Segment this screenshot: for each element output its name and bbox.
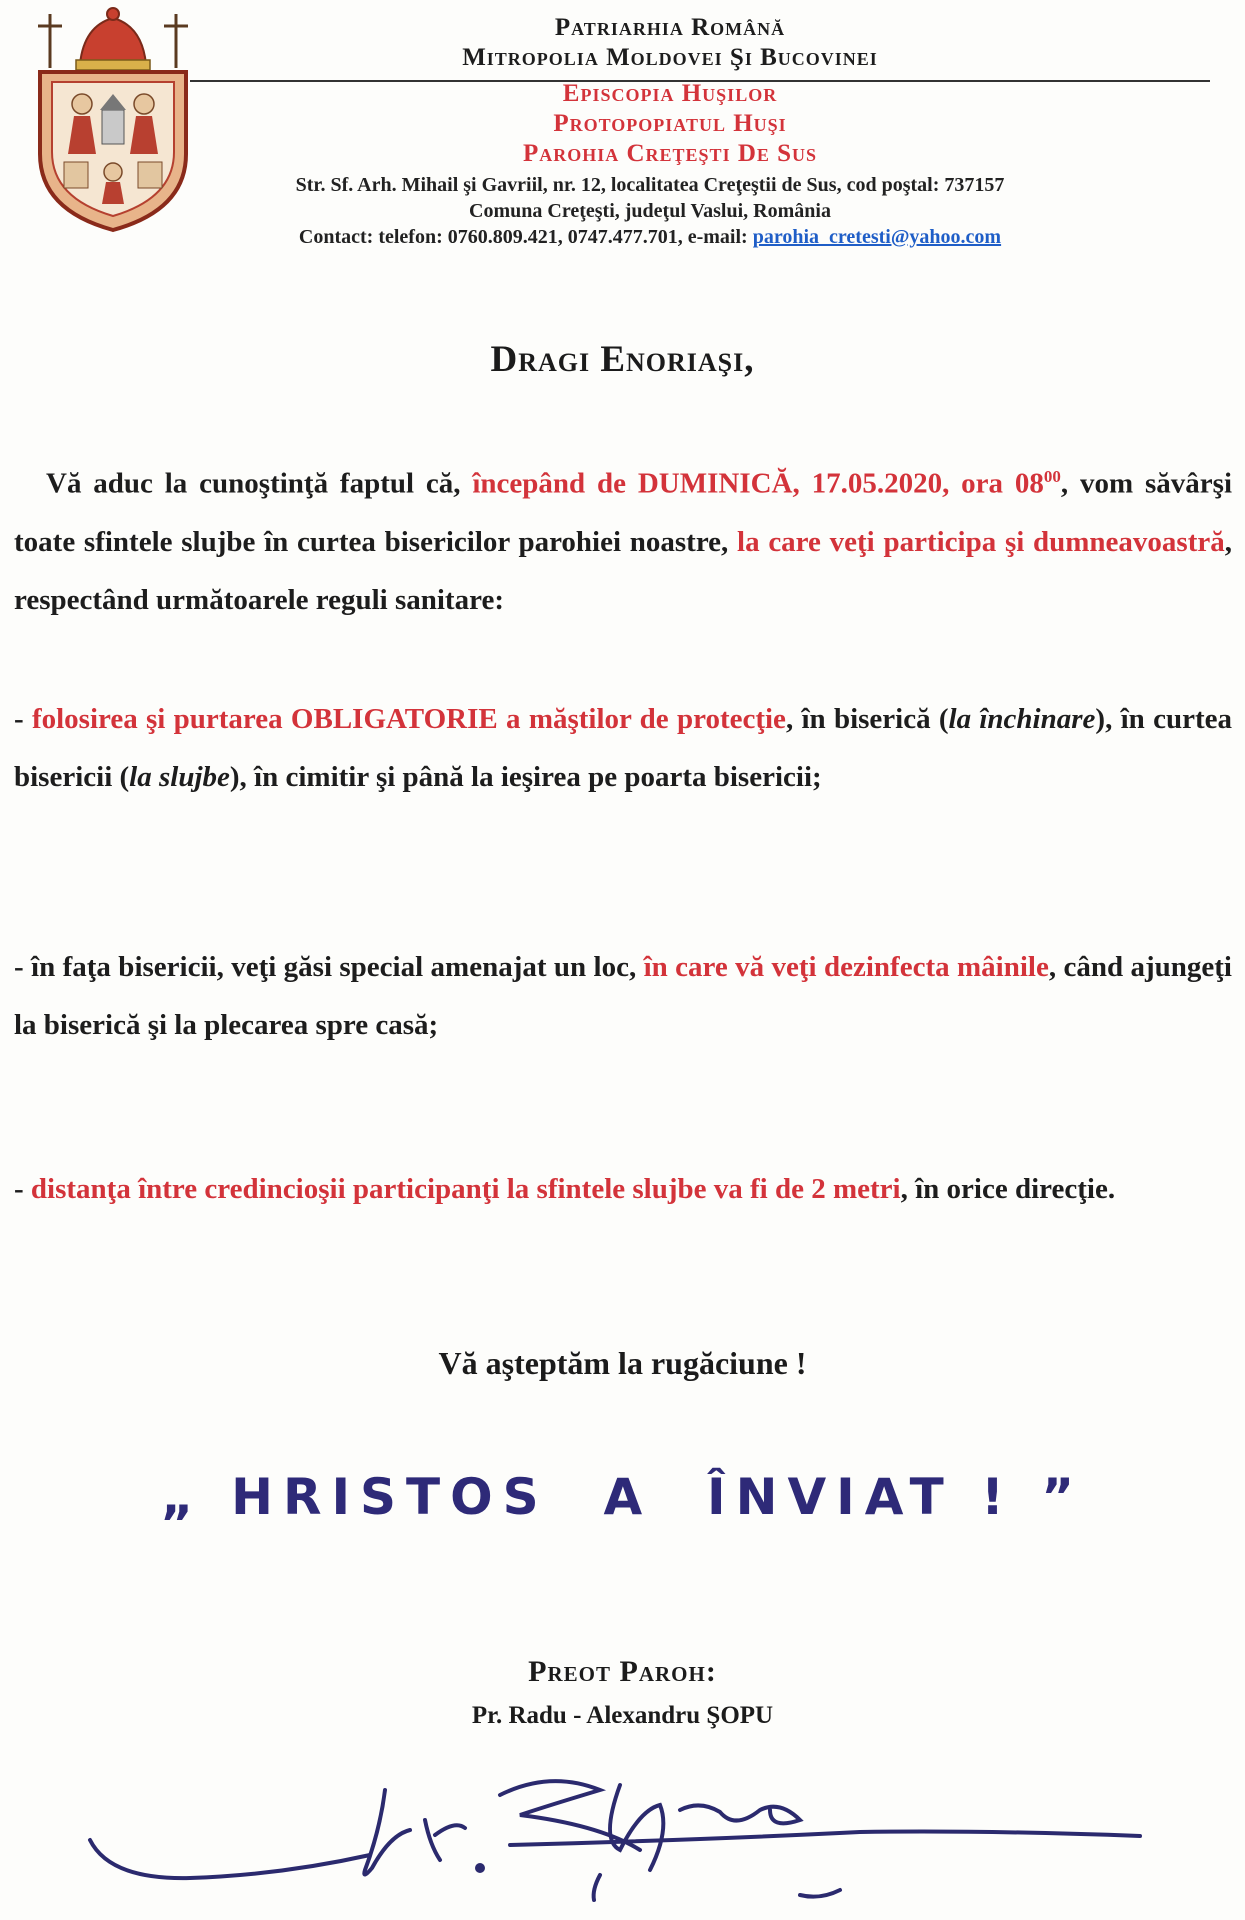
patriarchy-heading: Patriarhia Română <box>554 14 786 41</box>
contact-line <box>210 226 1090 249</box>
intro-paragraph <box>14 448 1232 629</box>
rule-distance <box>14 1160 1232 1218</box>
parish-heading: Parohia Creţeşti De Sus <box>522 140 818 167</box>
rule-3-dash: - <box>14 1173 31 1205</box>
rule-2-text-2: , când ajungeţi la biserică şi la plecarea spre casă; <box>14 951 1232 1041</box>
rule-2-dash: - <box>14 951 32 983</box>
coat-of-arms-seal <box>24 4 202 236</box>
intro-text-1: Vă aduc la cunoştinţă faptul că, <box>46 467 473 500</box>
rule-2-highlight: în care vă veţi dezinfecta mâinile <box>643 951 1049 983</box>
greeting-heading: Dragi Enoriaşi, <box>490 339 755 380</box>
rule-disinfect <box>14 938 1232 1054</box>
rule-1-italic-2: la slujbe <box>129 761 230 793</box>
deanery-heading: Protopopiatul Huşi <box>553 110 787 137</box>
diocese-heading: Episcopia Huşilor <box>562 80 778 107</box>
address-line-2: Comuna Creţeşti, judeţul Vaslui, România <box>469 200 831 222</box>
priest-title: Preot Paroh: <box>528 1655 717 1688</box>
rule-1-text-2: ), în curtea bisericii ( <box>14 703 1232 793</box>
contact-prefix: Contact: telefon: 0760.809.421, 0747.477.701, e-mail: <box>298 226 753 248</box>
email-link[interactable]: parohia_cretesti@yahoo.com <box>752 226 1002 248</box>
rule-1-text-1: , în biserică ( <box>785 703 949 735</box>
closing-line: Vă aşteptăm la rugăciune ! <box>438 1345 807 1381</box>
seal-icon <box>24 4 202 236</box>
address-line-1: Str. Sf. Arh. Mihail şi Gavriil, nr. 12, localitatea Creţeştii de Sus, cod poştal: 737157 <box>295 174 1005 196</box>
intro-participate-highlight: la care veţi participa şi dumneavoastră <box>737 525 1225 558</box>
intro-time-sup: 00 <box>1043 467 1061 486</box>
rule-1-dash: - <box>14 703 32 735</box>
rule-1-highlight: folosirea şi purtarea OBLIGATORIE a măştilor de protecţie <box>31 703 786 735</box>
rule-1-text-3: ), în cimitir şi până la ieşirea pe poarta bisericii; <box>229 761 822 793</box>
intro-date-highlight: începând de DUMINICĂ, 17.05.2020, ora 08 <box>472 467 1044 500</box>
intro-text-2: , <box>1060 467 1069 500</box>
signature-icon <box>80 1750 1180 1915</box>
rule-3-text-1: , în orice direcţie. <box>900 1173 1116 1205</box>
rule-2-text-1: în faţa bisericii, veţi găsi special amenajat un loc, <box>31 951 644 983</box>
easter-greeting: „ HRISTOS A ÎNVIAT ! ” <box>160 1468 1085 1526</box>
metropolis-heading: Mitropolia Moldovei Şi Bucovinei <box>462 44 878 71</box>
intro-text-3: vom săvârşi toate sfintele slujbe în curtea bisericilor parohiei noastre, <box>14 467 1232 558</box>
rule-3-highlight: distanţa între credincioşii participanţi la sfintele slujbe va fi de 2 metri <box>30 1173 901 1205</box>
rule-1-italic-1: la închinare <box>948 703 1096 735</box>
handwritten-signature <box>80 1750 1180 1915</box>
rule-masks <box>14 690 1232 806</box>
priest-name: Pr. Radu - Alexandru ŞOPU <box>471 1702 774 1729</box>
intro-text-4: , respectând următoarele reguli sanitare: <box>14 525 1232 616</box>
